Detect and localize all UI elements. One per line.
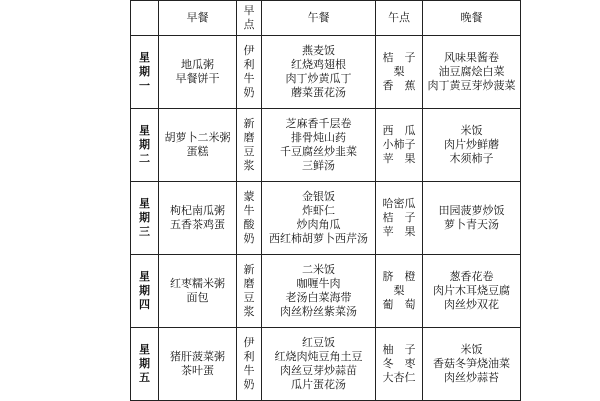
day-row [131,109,521,182]
lunch-item: 老汤白菜海带 [285,291,352,304]
afternoon-snack-item: 葡 萄 [382,298,416,311]
dinner-item: 葱香花卷 [449,270,494,283]
dinner-item: 田园菠萝炒饭 [438,204,505,217]
afternoon-snack-item: 苹 果 [382,225,416,238]
day-label-cell [131,182,159,255]
breakfast-item: 胡萝卜二米粥 [164,131,231,144]
dinner-cell [423,182,521,255]
day-label: 星期五 [139,343,150,384]
afternoon-snack-cell [376,36,423,109]
breakfast-cell [159,109,237,182]
lunch-item: 燕麦饭 [302,44,335,57]
lunch-item: 千豆腐丝炒韭菜 [280,145,357,158]
dinner-item: 木须柿子 [449,152,494,165]
breakfast-item: 红枣糯米粥 [170,277,225,290]
dinner-item: 肉丝炒双花 [444,298,499,311]
lunch-item: 蘑菜蛋花汤 [291,86,346,99]
breakfast-cell [159,182,237,255]
day-label: 星期四 [139,270,150,311]
lunch-cell [262,109,376,182]
day-row [131,36,521,109]
header-morning-snack-text: 早点 [243,4,255,31]
header-corner [131,1,159,36]
header-morning-snack [237,1,262,36]
day-label-cell [131,328,159,401]
dinner-cell [423,36,521,109]
dinner-item: 肉丁黄豆芽炒菠菜 [427,79,516,92]
afternoon-snack-item: 哈密瓜 [382,197,416,210]
dinner-item: 肉片木耳烧豆腐 [433,284,510,297]
lunch-item: 红豆饭 [302,336,335,349]
dinner-cell [423,109,521,182]
lunch-cell [262,182,376,255]
morning-snack-item: 伊利牛奶 [243,44,255,99]
breakfast-item: 猪肝菠菜粥 [170,350,225,363]
lunch-item: 红烧鸡翅根 [291,58,346,71]
lunch-item: 肉丝粉丝紫菜汤 [280,305,357,318]
header-afternoon-snack: 午点 [376,1,423,36]
lunch-item: 炸虾仁 [302,204,335,217]
day-row [131,255,521,328]
breakfast-item: 五香茶鸡蛋 [170,218,225,231]
dinner-item: 米饭 [460,343,483,356]
lunch-item: 肉丁炒黄瓜丁 [285,72,352,85]
afternoon-snack-cell [376,255,423,328]
morning-snack-item: 蒙牛酸奶 [243,190,255,245]
breakfast-cell [159,328,237,401]
dinner-item: 肉丝炒蒜苔 [444,371,499,384]
morning-snack-cell [237,255,262,328]
afternoon-snack-item: 大杏仁 [382,371,416,384]
day-label-cell [131,255,159,328]
lunch-item: 肉丝豆芽炒蒜苗 [280,364,357,377]
lunch-item: 西红柿胡萝卜西芹汤 [269,232,368,245]
morning-snack-item: 伊利牛奶 [243,336,255,391]
lunch-item: 瓜片蛋花汤 [291,378,346,391]
lunch-item: 三鲜汤 [302,159,335,172]
afternoon-snack-item: 脐 橙 [382,270,416,283]
afternoon-snack-item: 西 瓜 [382,124,416,137]
lunch-cell [262,36,376,109]
day-label: 星期一 [139,51,150,92]
afternoon-snack-item: 柚 子 [382,343,416,356]
afternoon-snack-item: 苹 果 [382,152,416,165]
day-row [131,328,521,401]
lunch-item: 二米饭 [302,263,335,276]
afternoon-snack-item: 冬 枣 [382,357,416,370]
lunch-cell [262,255,376,328]
lunch-item: 炒肉角瓜 [296,218,341,231]
afternoon-snack-item: 香 蕉 [382,79,416,92]
breakfast-item: 茶叶蛋 [181,364,214,377]
menu-body [131,36,521,401]
breakfast-item: 枸杞南瓜粥 [170,204,225,217]
afternoon-snack-item: 桔 子 [382,211,416,224]
morning-snack-item: 新磨豆浆 [243,117,255,172]
day-label-cell [131,109,159,182]
dinner-item: 肉片炒鲜蘑 [444,138,499,151]
lunch-item: 芝麻香千层卷 [285,117,352,130]
dinner-item: 香菇冬笋烧油菜 [433,357,510,370]
breakfast-cell [159,36,237,109]
lunch-cell [262,328,376,401]
dinner-cell [423,255,521,328]
breakfast-item: 早餐饼干 [175,72,220,85]
dinner-cell [423,328,521,401]
header-row [131,1,521,36]
lunch-item: 咖喱牛肉 [296,277,341,290]
day-label: 星期二 [139,124,150,165]
breakfast-item: 蛋糕 [186,145,209,158]
lunch-item: 排骨炖山药 [291,131,346,144]
breakfast-cell [159,255,237,328]
dinner-item: 油豆腐烩白菜 [438,65,505,78]
morning-snack-item: 新磨豆浆 [243,263,255,318]
afternoon-snack-cell [376,109,423,182]
header-dinner: 晚餐 [423,1,521,36]
weekly-menu-table [130,0,521,401]
day-label: 星期三 [139,197,150,238]
header-lunch: 午餐 [262,1,376,36]
morning-snack-cell [237,36,262,109]
dinner-item: 风味果酱卷 [444,51,499,64]
afternoon-snack-item: 小柿子 [382,138,416,151]
dinner-item: 萝卜青天汤 [444,218,499,231]
afternoon-snack-item: 桔 子 [382,51,416,64]
afternoon-snack-cell [376,182,423,255]
header-breakfast: 早餐 [159,1,237,36]
afternoon-snack-item: 梨 [393,65,405,78]
afternoon-snack-item: 梨 [393,284,405,297]
dinner-item: 米饭 [460,124,483,137]
lunch-item: 金银饭 [302,190,335,203]
day-row [131,182,521,255]
afternoon-snack-cell [376,328,423,401]
day-label-cell [131,36,159,109]
morning-snack-cell [237,328,262,401]
lunch-item: 红烧肉炖豆角土豆 [274,350,363,363]
breakfast-item: 地瓜粥 [181,58,214,71]
breakfast-item: 面包 [186,291,209,304]
morning-snack-cell [237,182,262,255]
morning-snack-cell [237,109,262,182]
